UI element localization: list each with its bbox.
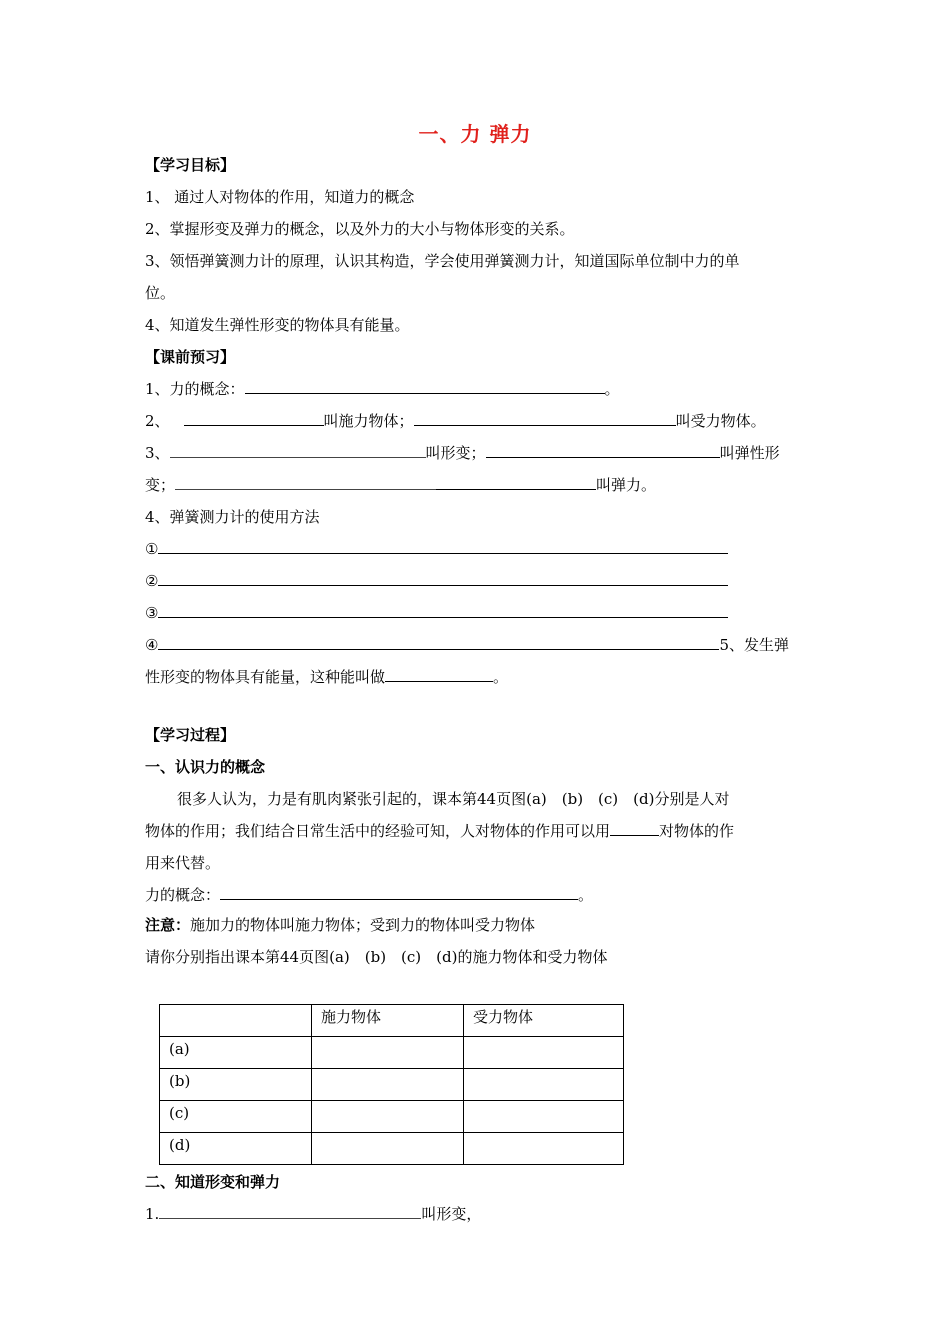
- table-cell-receiver[interactable]: [464, 1037, 624, 1069]
- method-step: [145, 603, 728, 623]
- table-row: [160, 1133, 624, 1165]
- preview-q5: [145, 667, 508, 687]
- method-step: [145, 635, 789, 655]
- preview-q4: 4、弹簧测力计的使用方法: [145, 508, 320, 526]
- method-step: [145, 571, 728, 591]
- note-text: 施加力的物体叫施力物体；受到力的物体叫受力物体: [190, 916, 536, 934]
- q5-tail: 5、发生弹: [719, 636, 789, 654]
- objectives-heading: 【学习目标】: [145, 156, 236, 174]
- paragraph-line: [145, 821, 734, 841]
- q2-mid: 叫施力物体；: [323, 412, 414, 430]
- table-cell-applier[interactable]: [312, 1037, 464, 1069]
- table-row-label: (c): [160, 1101, 312, 1133]
- fill-blank-step-2[interactable]: [158, 571, 728, 586]
- fill-blank-elastic-energy[interactable]: [385, 667, 493, 682]
- table-row-label: (a): [160, 1037, 312, 1069]
- p1-line2-suffix: 对物体的作: [659, 822, 735, 840]
- paragraph-line: 用来代替。: [145, 854, 221, 872]
- ask-line: 请你分别指出课本第44页图(a) (b) (c) (d)的施力物体和受力物体: [145, 948, 608, 966]
- q3b-prefix: 变；: [145, 476, 176, 494]
- table-cell-applier[interactable]: [312, 1069, 464, 1101]
- section-2-q1: [145, 1204, 481, 1224]
- sec2-q1-suffix: 叫形变，: [421, 1205, 482, 1223]
- section-2-title: 二、知道形变和弹力: [145, 1173, 281, 1191]
- q3b-suffix: 叫弹力。: [596, 476, 657, 494]
- fill-blank-force-concept[interactable]: [245, 379, 605, 394]
- step-marker: ④: [145, 636, 159, 654]
- fill-blank-applier[interactable]: [184, 411, 324, 426]
- table-row: [160, 1101, 624, 1133]
- preview-heading: 【课前预习】: [145, 348, 236, 366]
- process-heading: 【学习过程】: [145, 726, 236, 744]
- objective-item: 2、掌握形变及弹力的概念，以及外力的大小与物体形变的关系。: [145, 220, 575, 238]
- q2-prefix: 2、: [145, 412, 170, 430]
- table-row-label: (b): [160, 1069, 312, 1101]
- fill-blank-deformation-2[interactable]: [159, 1204, 421, 1219]
- note-label: 注意：: [145, 916, 191, 934]
- table-header-cell: 施力物体: [312, 1005, 464, 1037]
- preview-q2: [145, 411, 766, 431]
- q2-suffix: 叫受力物体。: [675, 412, 766, 430]
- table-cell-receiver[interactable]: [464, 1133, 624, 1165]
- table-cell-applier[interactable]: [312, 1133, 464, 1165]
- fill-blank-force-concept-2[interactable]: [220, 885, 578, 900]
- force-table: [159, 1004, 624, 1165]
- step-marker: ②: [145, 572, 159, 590]
- fill-blank-elastic-deformation[interactable]: [486, 443, 720, 458]
- table-cell-receiver[interactable]: [464, 1069, 624, 1101]
- note-line: [145, 915, 535, 935]
- paragraph-line: 很多人认为，力是有肌肉紧张引起的，课本第44页图(a) (b) (c) (d)分别是人对: [177, 790, 730, 808]
- fill-blank-step-3[interactable]: [158, 603, 728, 618]
- table-header-cell: [160, 1005, 312, 1037]
- objective-item: 位。: [145, 284, 176, 302]
- page-title: 一、力 弹力: [418, 122, 532, 146]
- q3-suffix: 叫弹性形: [719, 444, 780, 462]
- table-row: [160, 1069, 624, 1101]
- table-row-label: (d): [160, 1133, 312, 1165]
- fill-blank-replace[interactable]: [610, 821, 659, 836]
- fill-blank-receiver[interactable]: [414, 411, 676, 426]
- preview-q3b: [145, 475, 656, 495]
- concept-prefix: 力的概念：: [145, 886, 221, 904]
- method-step: [145, 539, 728, 559]
- objective-item: 3、领悟弹簧测力计的原理，认识其构造，学会使用弹簧测力计，知道国际单位制中力的单: [145, 252, 740, 270]
- preview-q1: [145, 379, 620, 399]
- q3-mid: 叫形变；: [425, 444, 486, 462]
- force-concept-line: [145, 885, 593, 905]
- table-cell-receiver[interactable]: [464, 1101, 624, 1133]
- objective-item: 4、知道发生弹性形变的物体具有能量。: [145, 316, 410, 334]
- fill-blank-step-4[interactable]: [158, 635, 719, 650]
- objective-item: 1、 通过人对物体的作用，知道力的概念: [145, 188, 415, 206]
- table-row: [160, 1037, 624, 1069]
- preview-q3: [145, 443, 780, 463]
- table-header-row: [160, 1005, 624, 1037]
- concept-suffix: 。: [578, 886, 594, 904]
- q1-suffix: 。: [604, 380, 620, 398]
- step-marker: ③: [145, 604, 159, 622]
- fill-blank-elastic-force[interactable]: [436, 475, 596, 490]
- fill-blank-step-1[interactable]: [158, 539, 728, 554]
- table-header-cell: 受力物体: [464, 1005, 624, 1037]
- sec2-q1-prefix: 1.: [145, 1205, 160, 1223]
- q5-suffix: 。: [493, 668, 509, 686]
- q1-prefix: 1、力的概念：: [145, 380, 245, 398]
- fill-blank-elastic-def-cont[interactable]: [175, 475, 436, 490]
- step-marker: ①: [145, 540, 159, 558]
- table-cell-applier[interactable]: [312, 1101, 464, 1133]
- q3-prefix: 3、: [145, 444, 170, 462]
- q5-prefix: 性形变的物体具有能量，这种能叫做: [145, 668, 386, 686]
- section-1-title: 一、认识力的概念: [145, 758, 266, 776]
- p1-line2-prefix: 物体的作用；我们结合日常生活中的经验可知，人对物体的作用可以用: [145, 822, 611, 840]
- fill-blank-deformation[interactable]: [170, 443, 426, 458]
